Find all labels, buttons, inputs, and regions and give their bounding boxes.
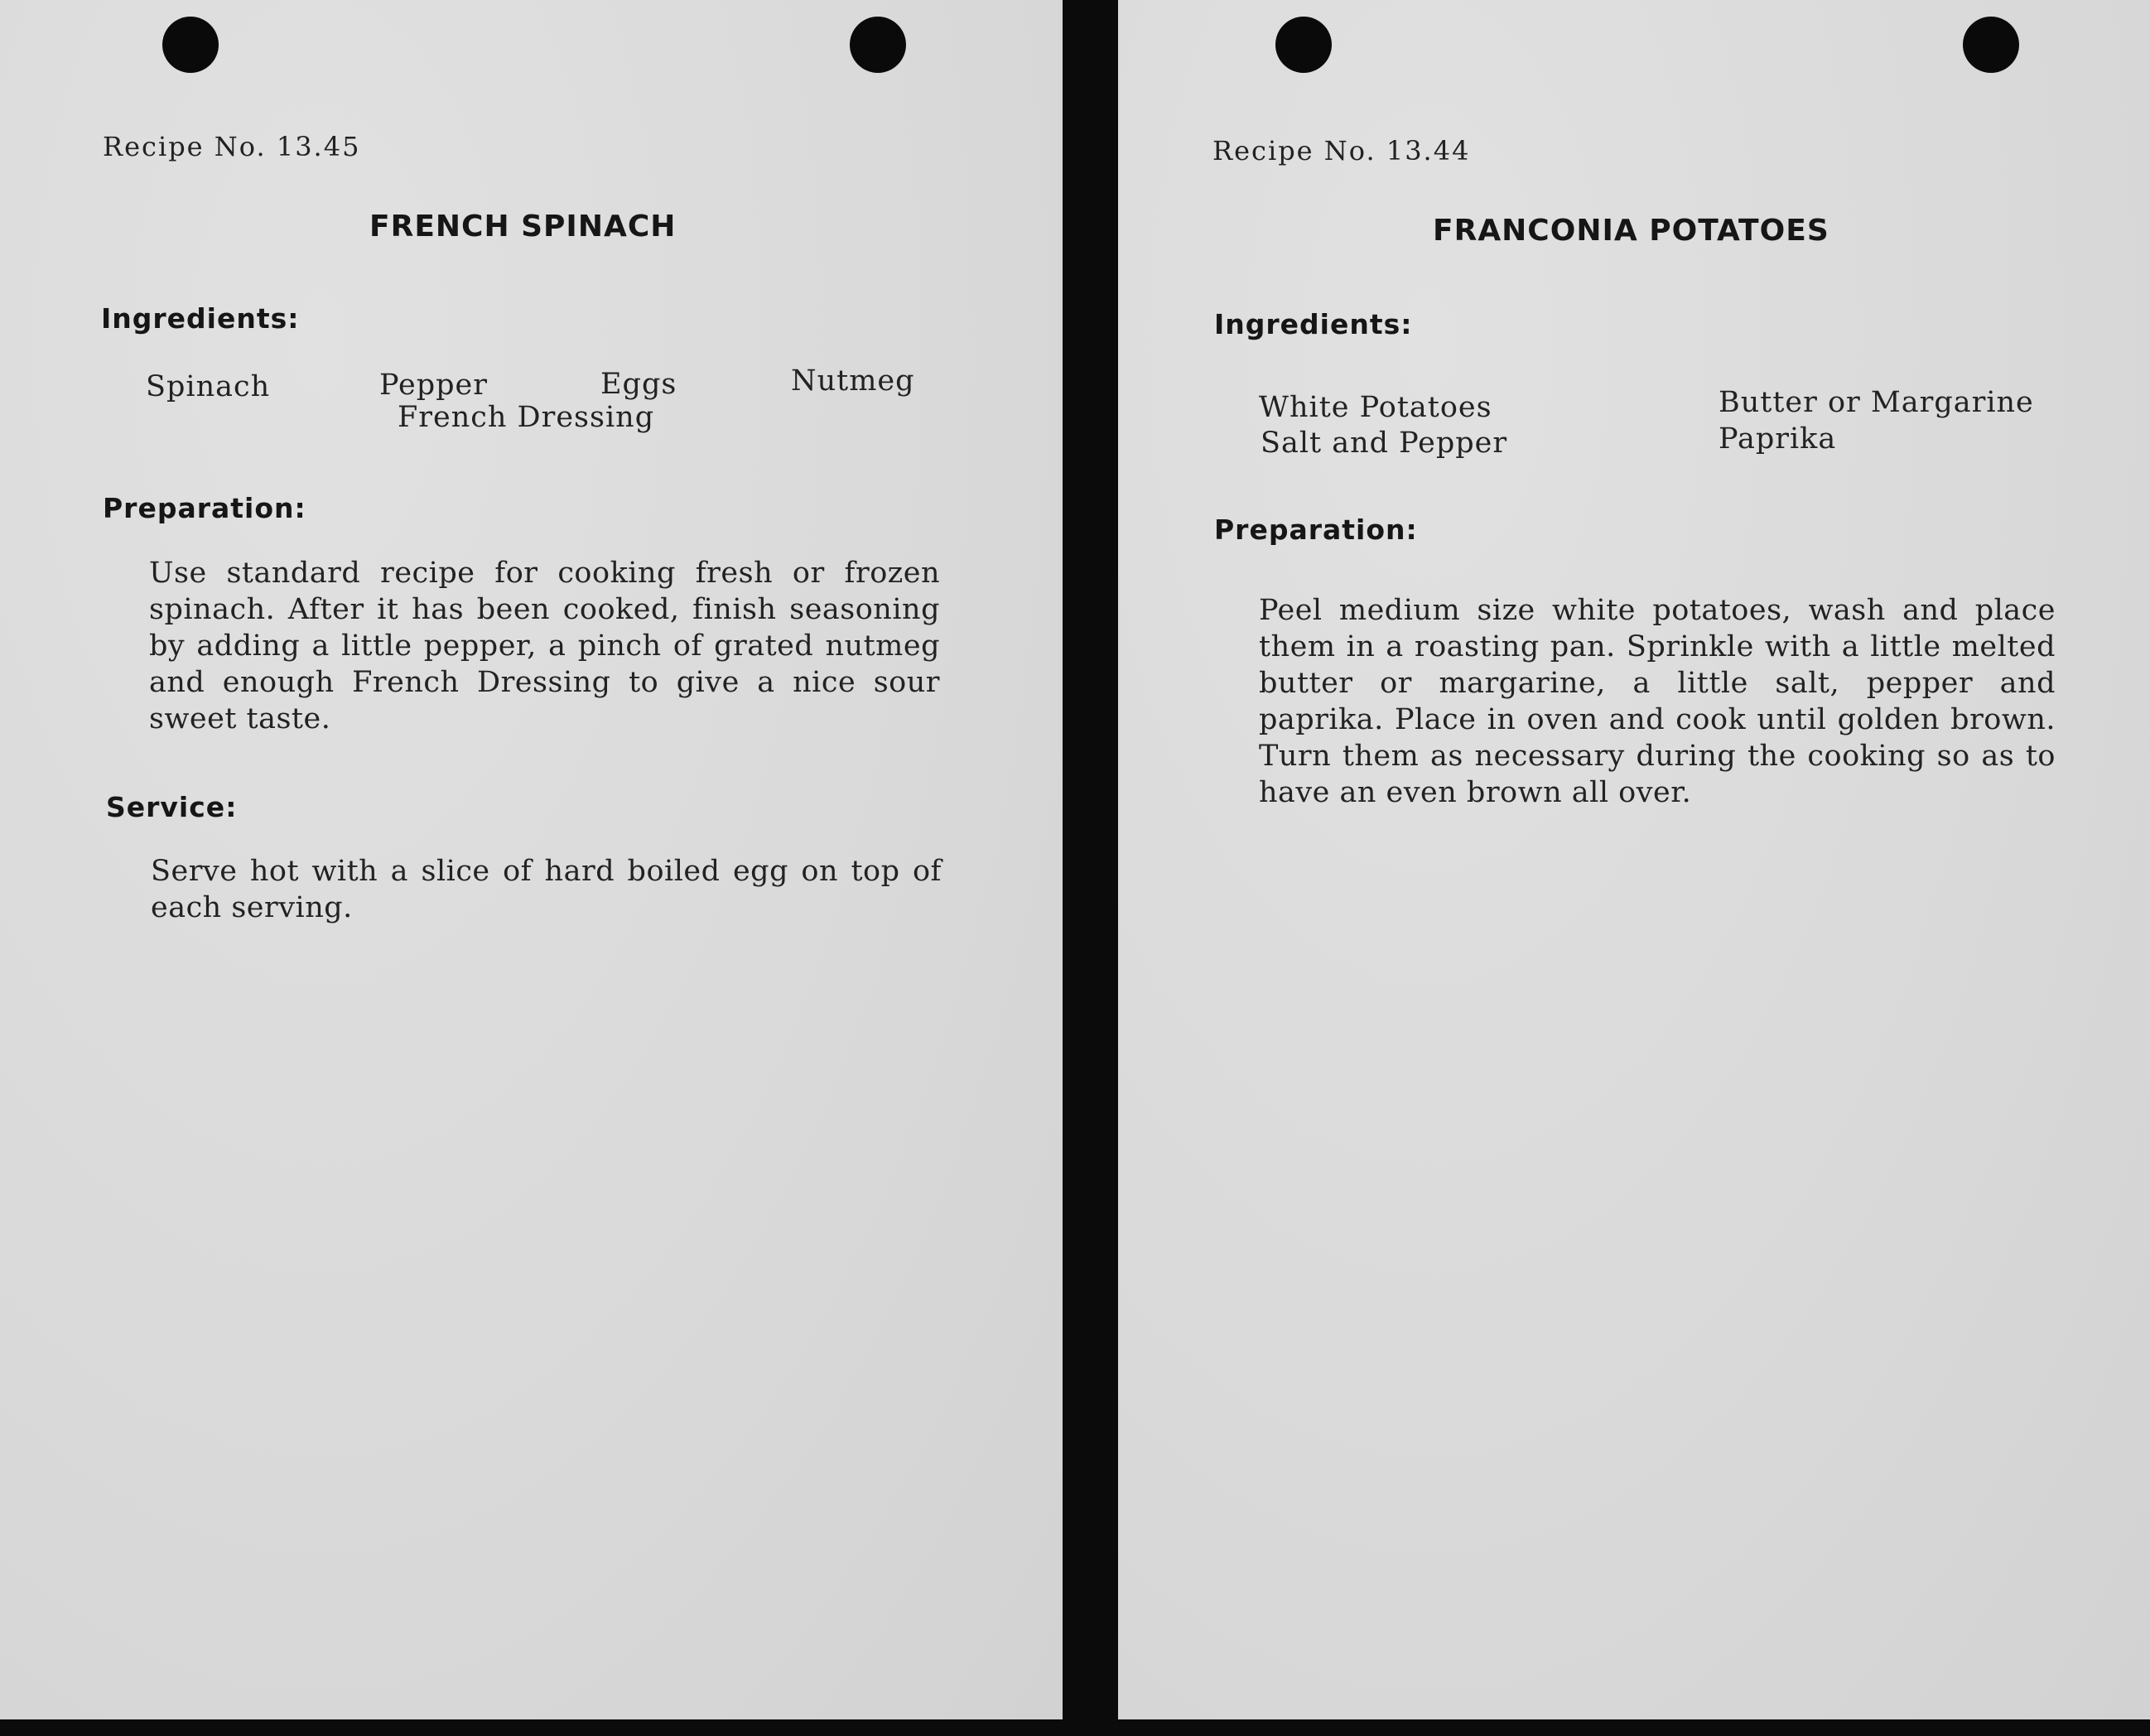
preparation-heading: Preparation: [1214,514,1418,546]
ingredients-heading: Ingredients: [1214,308,1413,340]
ingredient-item: Spinach [146,370,271,403]
recipe-title: FRANCONIA POTATOES [1433,214,1829,248]
punch-hole-left [1275,17,1332,73]
service-heading: Service: [106,791,238,823]
ingredient-item: Eggs [600,368,677,401]
punch-hole-right [850,17,906,73]
preparation-text: Use standard recipe for cooking fresh or frozen spinach. After it has been cooked, finish seasoning by adding a little pepper, a pinch of grated nutmeg and enough French Dressing to give a nice sour sweet taste. [149,557,940,735]
service-text: Serve hot with a slice of hard boiled egg on top of each serving. [151,855,942,924]
recipe-number: Recipe No. 13.44 [1212,135,1471,166]
preparation-text: Peel medium size white potatoes, wash and place them in a roasting pan. Sprinkle with a little melted butter or margarine, a little salt, pepper and paprika. Place in oven and cook until golden brown. Turn them as necessary during the cooking so as to have an even brown all over. [1259,594,2056,809]
ingredient-item: Pepper [379,369,488,402]
punch-hole-left [162,17,219,73]
ingredients-heading: Ingredients: [101,302,300,335]
ingredient-item: Paprika [1719,422,1837,456]
recipe-card-french-spinach [0,0,1063,1719]
recipe-card-franconia-potatoes [1118,0,2150,1719]
ingredient-item: French Dressing [398,401,655,434]
preparation-heading: Preparation: [103,492,306,524]
punch-hole-right [1963,17,2019,73]
recipe-title: FRENCH SPINACH [369,210,677,244]
ingredient-item: Nutmeg [791,364,915,398]
ingredient-item: Salt and Pepper [1261,427,1508,460]
ingredient-item: White Potatoes [1259,391,1492,424]
recipe-number: Recipe No. 13.45 [103,131,361,162]
ingredient-item: Butter or Margarine [1719,386,2034,419]
